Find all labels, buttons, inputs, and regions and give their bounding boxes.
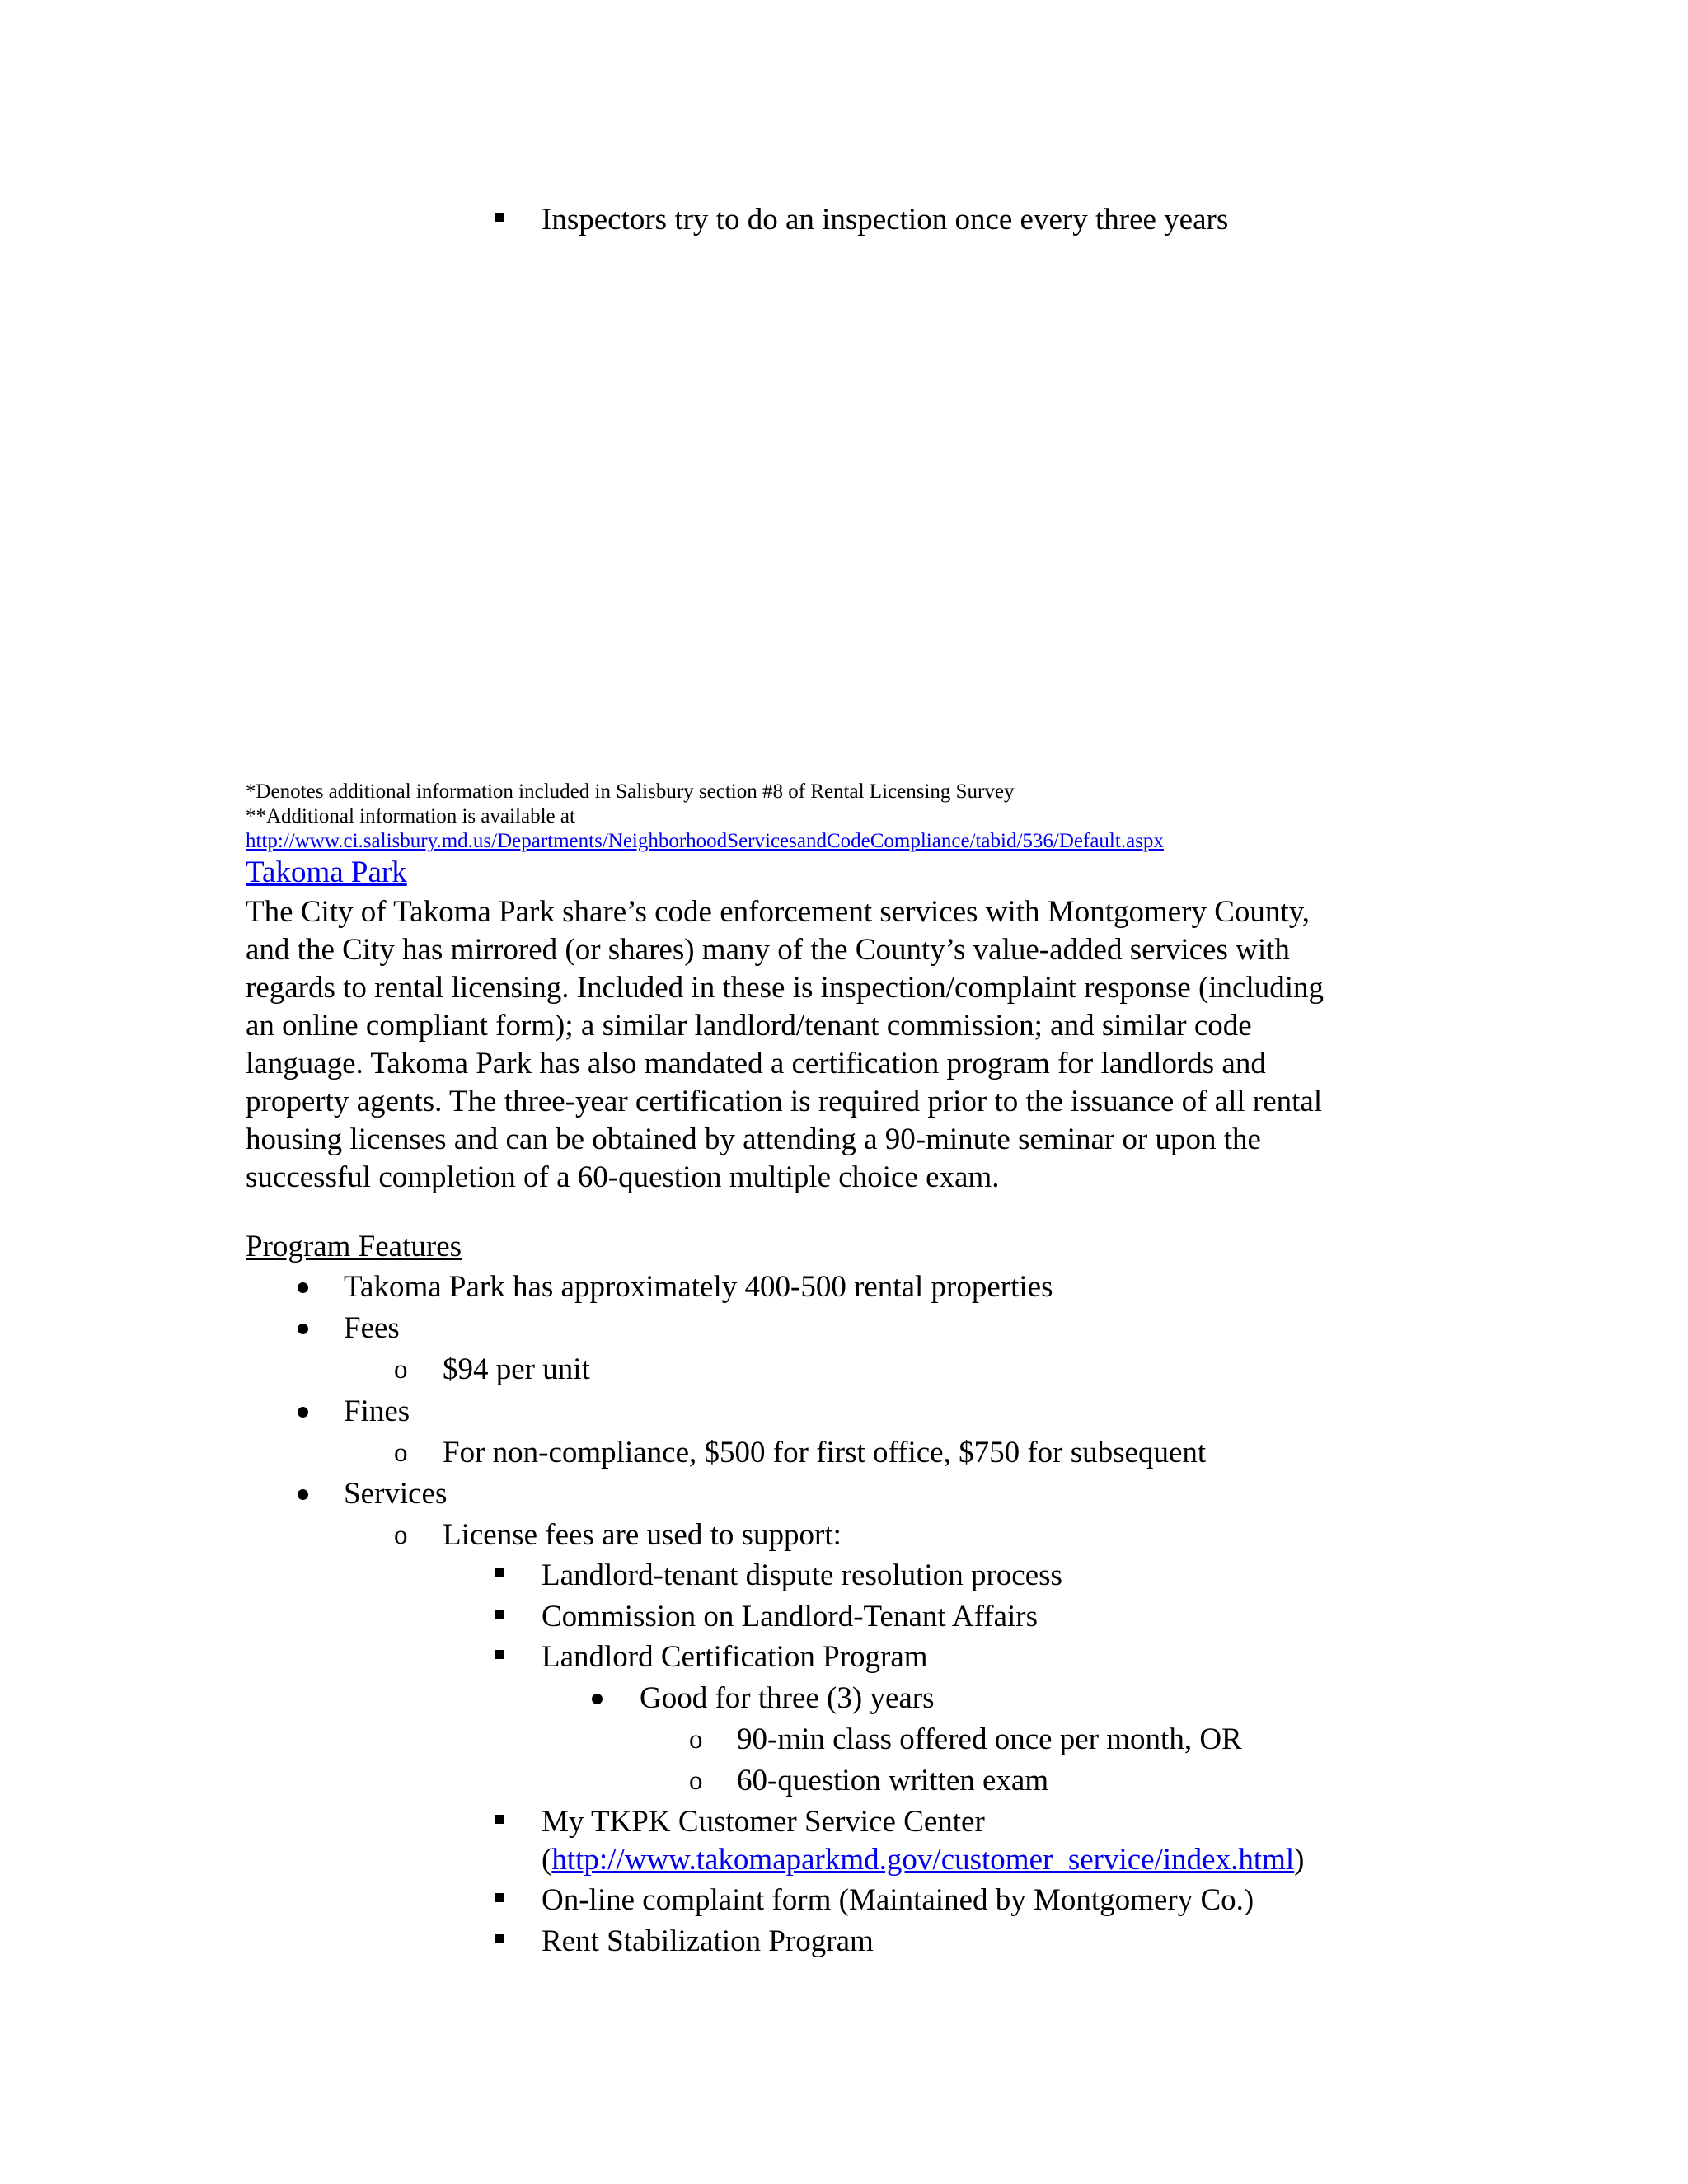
paragraph-line: an online compliant form); a similar landlord/tenant commission; and similar code <box>246 1009 1252 1043</box>
certification-duration: Good for three (3) years <box>640 1681 935 1715</box>
paragraph-line: property agents. The three-year certification is required prior to the issuance of all rental <box>246 1085 1323 1118</box>
service-center-close-paren: ) <box>1294 1843 1305 1877</box>
disc-bullet-icon <box>298 1324 308 1334</box>
disc-bullet-icon <box>298 1489 308 1500</box>
circle-bullet-icon: o <box>689 1766 703 1796</box>
intro-paragraph <box>246 893 1457 1197</box>
square-bullet-icon <box>495 213 504 222</box>
paragraph-line: successful completion of a 60-question multiple choice exam. <box>246 1160 1000 1194</box>
paragraph-line: language. Takoma Park has also mandated a certification program for landlords and <box>246 1047 1266 1080</box>
service-center-open-paren: ( <box>542 1843 552 1877</box>
service-commission: Commission on Landlord-Tenant Affairs <box>542 1600 1039 1633</box>
circle-bullet-icon: o <box>394 1355 408 1385</box>
service-complaint-form: On-line complaint form (Maintained by Montgomery Co.) <box>542 1883 1254 1917</box>
circle-bullet-icon: o <box>394 1438 408 1468</box>
square-bullet-icon <box>495 1934 504 1943</box>
service-dispute: Landlord-tenant dispute resolution process <box>542 1558 1062 1592</box>
service-center-url-line <box>542 1844 1304 1875</box>
section-title-link[interactable]: Takoma Park <box>246 855 407 889</box>
fine-detail: For non-compliance, $500 for first office, $750 for subsequent <box>443 1436 1207 1469</box>
features-heading: Program Features <box>246 1230 462 1263</box>
service-center-url-link[interactable]: http://www.takomaparkmd.gov/customer_service/index.html <box>551 1843 1295 1877</box>
service-certification: Landlord Certification Program <box>542 1640 928 1674</box>
disc-bullet-icon <box>592 1694 603 1704</box>
feature-fines: Fines <box>344 1394 410 1428</box>
service-center: My TKPK Customer Service Center <box>542 1805 985 1839</box>
disc-bullet-icon <box>298 1407 308 1418</box>
paragraph-line: regards to rental licensing. Included in these is inspection/complaint response (including <box>246 971 1325 1005</box>
footnote-2: **Additional information is available at <box>246 805 575 827</box>
fee-amount: $94 per unit <box>443 1352 590 1386</box>
square-bullet-icon <box>495 1610 504 1619</box>
feature-fees: Fees <box>344 1311 400 1345</box>
paragraph-line: and the City has mirrored (or shares) many of the County’s value-added services with <box>246 933 1290 967</box>
certification-exam: 60-question written exam <box>737 1764 1049 1797</box>
top-bullet-text: Inspectors try to do an inspection once every three years <box>542 203 1229 237</box>
square-bullet-icon <box>495 1815 504 1824</box>
square-bullet-icon <box>495 1568 504 1577</box>
service-rent-stabilization: Rent Stabilization Program <box>542 1924 874 1958</box>
square-bullet-icon <box>495 1893 504 1902</box>
certification-class: 90-min class offered once per month, OR <box>737 1722 1242 1756</box>
paragraph-line: housing licenses and can be obtained by attending a 90-minute seminar or upon the <box>246 1122 1261 1156</box>
disc-bullet-icon <box>298 1282 308 1293</box>
circle-bullet-icon: o <box>689 1725 703 1755</box>
footnote-1: *Denotes additional information included in Salisbury section #8 of Rental Licensing Survey <box>246 780 1015 803</box>
paragraph-line: The City of Takoma Park share’s code enforcement services with Montgomery County, <box>246 895 1311 929</box>
feature-services: Services <box>344 1477 448 1511</box>
square-bullet-icon <box>495 1650 504 1659</box>
footnote-url-link[interactable]: http://www.ci.salisbury.md.us/Departments/NeighborhoodServicesandCodeCompliance/tabid/536/Default.aspx <box>246 830 1164 852</box>
feature-rental-properties: Takoma Park has approximately 400-500 rental properties <box>344 1270 1053 1304</box>
circle-bullet-icon: o <box>394 1521 408 1550</box>
license-fees: License fees are used to support: <box>443 1518 842 1552</box>
